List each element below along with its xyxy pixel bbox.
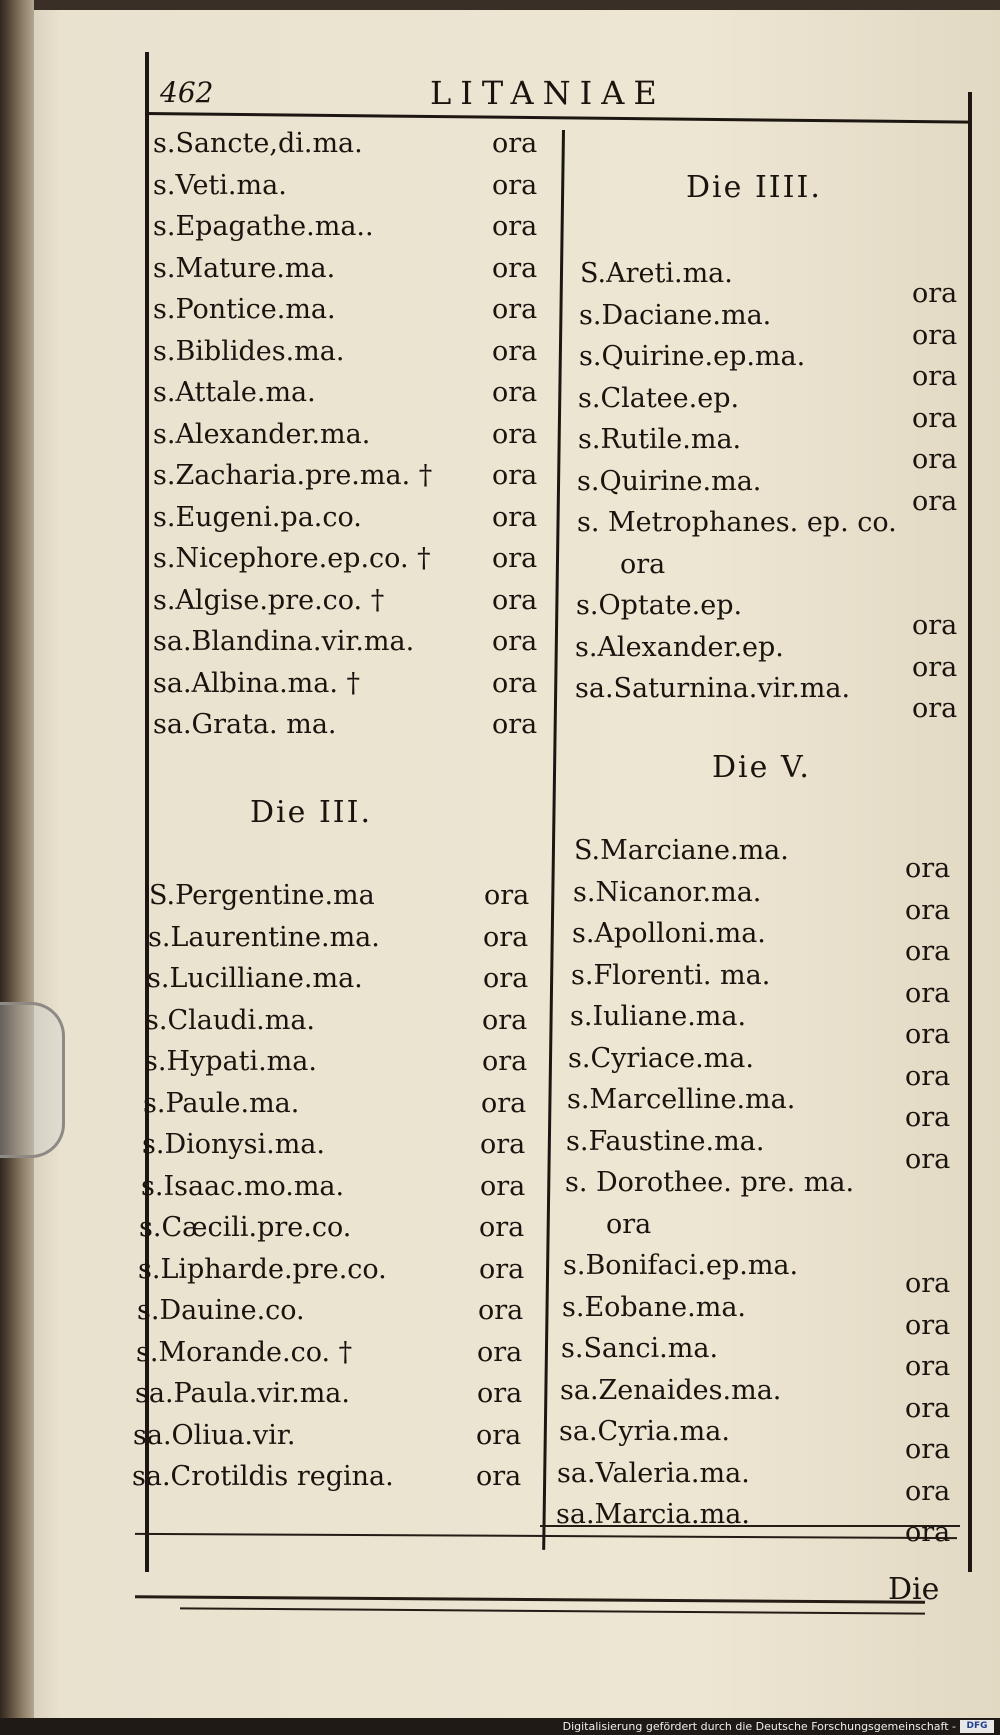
decorative-rule-thick	[135, 1595, 925, 1604]
response-ora: ora	[492, 336, 538, 367]
response-ora: ora	[905, 1393, 951, 1424]
saint-entry: s.Hypati.ma.	[144, 1046, 317, 1077]
decorative-rule-thin	[180, 1607, 925, 1614]
response-ora: ora	[912, 403, 958, 434]
response-ora: ora	[480, 1129, 526, 1160]
saint-entry: s.Daciane.ma.	[579, 300, 772, 331]
response-ora: ora	[492, 585, 538, 616]
response-ora: ora	[905, 1102, 951, 1133]
response-ora: ora	[483, 963, 529, 994]
page-clip	[0, 1002, 65, 1158]
saint-entry: sa.Albina.ma. †	[153, 668, 361, 699]
saint-entry: s.Isaac.mo.ma.	[141, 1171, 345, 1202]
saint-entry: sa.Grata. ma.	[153, 709, 337, 740]
response-ora: ora	[912, 278, 958, 309]
saint-entry: sa.Zenaides.ma.	[560, 1375, 782, 1406]
response-ora: ora	[484, 880, 530, 911]
response-ora: ora	[477, 1378, 523, 1409]
saint-entry: s.Cyriace.ma.	[568, 1043, 754, 1074]
response-ora: ora	[492, 668, 538, 699]
saint-entry: s.Quirine.ma.	[577, 466, 762, 497]
saint-entry: s.Sanci.ma.	[561, 1333, 719, 1364]
saint-entry: s.Claudi.ma.	[145, 1005, 316, 1036]
footer-text: Digitalisierung gefördert durch die Deutsche Forschungsgemeinschaft -	[562, 1720, 956, 1733]
response-ora: ora	[492, 128, 538, 159]
saint-entry: ora	[620, 549, 666, 580]
saint-entry: s. Dorothee. pre. ma.	[565, 1167, 855, 1198]
saint-entry: s.Quirine.ep.ma.	[579, 341, 806, 372]
response-ora: ora	[905, 1517, 951, 1548]
response-ora: ora	[492, 626, 538, 657]
catchword: Die	[888, 1572, 940, 1607]
response-ora: ora	[492, 170, 538, 201]
saint-entry: s.Eobane.ma.	[562, 1292, 747, 1323]
saint-entry: sa.Paula.vir.ma.	[135, 1378, 350, 1409]
saint-entry: sa.Blandina.vir.ma.	[153, 626, 415, 657]
response-ora: ora	[492, 294, 538, 325]
saint-entry: s. Metrophanes. ep. co.	[577, 507, 897, 538]
saint-entry: sa.Saturnina.vir.ma.	[575, 673, 851, 704]
saint-entry: s.Lucilliane.ma.	[147, 963, 363, 994]
response-ora: ora	[905, 1434, 951, 1465]
frame-right-rule	[968, 92, 972, 1572]
dfg-logo: DFG	[960, 1720, 994, 1733]
saint-entry: s.Veti.ma.	[153, 170, 287, 201]
saint-entry: s.Nicanor.ma.	[573, 877, 762, 908]
saint-entry: s.Clatee.ep.	[578, 383, 740, 414]
response-ora: ora	[905, 1019, 951, 1050]
saint-entry: s.Paule.ma.	[143, 1088, 300, 1119]
response-ora: ora	[905, 1144, 951, 1175]
response-ora: ora	[480, 1171, 526, 1202]
saint-entry: s.Mature.ma.	[153, 253, 336, 284]
saint-entry: s.Faustine.ma.	[566, 1126, 765, 1157]
saint-entry: s.Marcelline.ma.	[567, 1084, 796, 1115]
saint-entry: s.Pontice.ma.	[153, 294, 336, 325]
response-ora: ora	[905, 1310, 951, 1341]
saint-entry: s.Bonifaci.ep.ma.	[563, 1250, 799, 1281]
response-ora: ora	[912, 652, 958, 683]
response-ora: ora	[482, 1046, 528, 1077]
saint-entry: sa.Oliua.vir.	[133, 1420, 296, 1451]
saint-entry: s.Dauine.co.	[137, 1295, 305, 1326]
response-ora: ora	[478, 1295, 524, 1326]
saint-entry: s.Biblides.ma.	[153, 336, 345, 367]
response-ora: ora	[912, 610, 958, 641]
response-ora: ora	[905, 853, 951, 884]
response-ora: ora	[492, 543, 538, 574]
response-ora: ora	[476, 1461, 522, 1492]
saint-entry: s.Attale.ma.	[153, 377, 316, 408]
saint-entry: S.Areti.ma.	[580, 258, 733, 289]
response-ora: ora	[492, 211, 538, 242]
saint-entry: S.Marciane.ma.	[574, 835, 789, 866]
saint-entry: sa.Valeria.ma.	[557, 1458, 750, 1489]
response-ora: ora	[912, 693, 958, 724]
day-heading: Die V.	[712, 750, 811, 785]
response-ora: ora	[912, 361, 958, 392]
digitization-footer	[0, 1718, 1000, 1735]
response-ora: ora	[492, 419, 538, 450]
running-title: LITANIAE	[430, 74, 666, 112]
response-ora: ora	[481, 1088, 527, 1119]
response-ora: ora	[905, 1476, 951, 1507]
saint-entry: s.Iuliane.ma.	[570, 1001, 747, 1032]
response-ora: ora	[492, 253, 538, 284]
saint-entry: s.Optate.ep.	[576, 590, 743, 621]
response-ora: ora	[905, 895, 951, 926]
response-ora: ora	[479, 1254, 525, 1285]
saint-entry: s.Apolloni.ma.	[572, 918, 766, 949]
page-number: 462	[160, 76, 214, 109]
response-ora: ora	[492, 460, 538, 491]
saint-entry: S.Pergentine.ma	[149, 880, 375, 911]
book-top-edge	[0, 0, 1000, 10]
saint-entry: s.Alexander.ep.	[575, 632, 784, 663]
saint-entry: s.Rutile.ma.	[578, 424, 742, 455]
response-ora: ora	[492, 709, 538, 740]
book-binding	[0, 0, 34, 1735]
saint-entry: s.Cæcili.pre.co.	[139, 1212, 352, 1243]
response-ora: ora	[479, 1212, 525, 1243]
response-ora: ora	[905, 1351, 951, 1382]
response-ora: ora	[483, 922, 529, 953]
saint-entry: s.Eugeni.pa.co.	[153, 502, 362, 533]
saint-entry: s.Epagathe.ma..	[153, 211, 374, 242]
response-ora: ora	[492, 502, 538, 533]
saint-entry: s.Sancte,di.ma.	[153, 128, 363, 159]
saint-entry: s.Morande.co. †	[136, 1337, 353, 1368]
response-ora: ora	[905, 1268, 951, 1299]
response-ora: ora	[912, 320, 958, 351]
response-ora: ora	[476, 1420, 522, 1451]
saint-entry: ora	[606, 1209, 652, 1240]
response-ora: ora	[492, 377, 538, 408]
response-ora: ora	[912, 444, 958, 475]
saint-entry: s.Florenti. ma.	[571, 960, 771, 991]
day-heading: Die III.	[250, 795, 373, 830]
saint-entry: s.Alexander.ma.	[153, 419, 371, 450]
saint-entry: s.Nicephore.ep.co. †	[153, 543, 431, 574]
response-ora: ora	[905, 1061, 951, 1092]
saint-entry: sa.Crotildis regina.	[132, 1461, 394, 1492]
saint-entry: sa.Marcia.ma.	[556, 1499, 750, 1530]
response-ora: ora	[905, 978, 951, 1009]
saint-entry: s.Zacharia.pre.ma. †	[153, 460, 433, 491]
saint-entry: s.Algise.pre.co. †	[153, 585, 385, 616]
response-ora: ora	[482, 1005, 528, 1036]
page-header	[150, 68, 940, 114]
response-ora: ora	[912, 486, 958, 517]
saint-entry: s.Lipharde.pre.co.	[138, 1254, 387, 1285]
saint-entry: s.Dionysi.ma.	[142, 1129, 325, 1160]
response-ora: ora	[905, 936, 951, 967]
frame-bottom-rule	[135, 1533, 957, 1539]
saint-entry: s.Laurentine.ma.	[148, 922, 380, 953]
response-ora: ora	[477, 1337, 523, 1368]
saint-entry: sa.Cyria.ma.	[559, 1416, 730, 1447]
day-heading: Die IIII.	[686, 170, 822, 205]
